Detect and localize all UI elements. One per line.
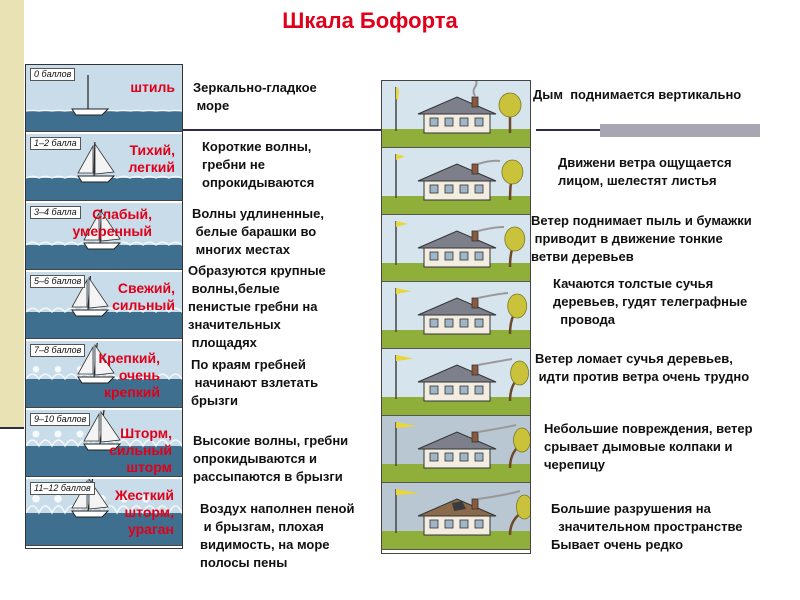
sea-description-line: полосы пены <box>200 555 288 570</box>
tree-crown <box>505 227 525 251</box>
sea-description-line: рассыпаются в брызги <box>193 469 343 484</box>
sea-description <box>191 356 318 410</box>
boat-hull <box>84 243 120 249</box>
tree-crown <box>516 495 530 519</box>
sea-description-line: Зеркально-гладкое <box>193 80 317 95</box>
land-description <box>533 86 741 104</box>
land-description-line: деревьев, гудят телеграфные <box>553 294 748 309</box>
house-window <box>445 453 453 461</box>
sea-description-line: волны,белые <box>188 281 280 296</box>
house-window <box>475 185 483 193</box>
house-window <box>430 185 438 193</box>
spray <box>55 431 62 438</box>
house-window <box>445 118 453 126</box>
land-description-line: Небольшие повреждения, ветер <box>544 421 753 436</box>
sea-water <box>26 111 182 132</box>
sea-description <box>188 262 326 352</box>
chimney <box>472 365 478 375</box>
land-panel <box>382 282 530 349</box>
wind-name <box>130 79 175 96</box>
land-description-line: Дым поднимается вертикально <box>533 87 742 102</box>
sea-description-line: опрокидываются <box>202 175 315 190</box>
sea-description-line: пенистые гребни на <box>188 299 318 314</box>
ball-label: 1–2 балла <box>30 137 81 150</box>
sea-water <box>26 312 182 339</box>
sea-description-line: море <box>193 98 230 113</box>
land-description-line: Качаются толстые сучья <box>553 276 714 291</box>
land-description <box>531 212 752 266</box>
boat-hull <box>72 310 108 316</box>
land-description-line: значительном пространстве <box>551 519 743 534</box>
tree-crown <box>511 361 529 385</box>
land-description-line: Ветер поднимает пыль и бумажки <box>531 213 752 228</box>
wind-name-line: штиль <box>130 79 175 95</box>
wind-name-line: Крепкий, <box>98 350 160 366</box>
chimney <box>472 432 478 442</box>
land-panel <box>382 148 530 215</box>
house-window <box>475 453 483 461</box>
wind-name-line: Слабый, <box>92 206 152 222</box>
wind-name <box>115 487 174 538</box>
land-description-line: Движени ветра ощущается <box>558 155 732 170</box>
wind-name <box>72 206 152 240</box>
spray <box>32 495 40 503</box>
house-window <box>460 386 468 394</box>
land-description-line: Ветер ломает сучья деревьев, <box>535 351 733 366</box>
house-window <box>475 319 483 327</box>
sea-description-line: Воздух наполнен пеной <box>200 501 355 516</box>
house-window <box>445 319 453 327</box>
chimney <box>472 97 478 107</box>
house-window <box>460 520 468 528</box>
wind-name <box>109 425 172 476</box>
land-description <box>558 154 732 190</box>
house-window <box>445 386 453 394</box>
house-window <box>475 118 483 126</box>
ball-label: 5–6 баллов <box>30 275 85 288</box>
wind-name <box>112 280 175 314</box>
house-window <box>475 252 483 260</box>
house-window <box>460 319 468 327</box>
house-window <box>445 520 453 528</box>
sea-description-line: Образуются крупные <box>188 263 326 278</box>
wind-name-line: шторм, <box>124 504 174 520</box>
ball-label: 0 баллов <box>30 68 75 81</box>
land-description-line: Большие разрушения на <box>551 501 711 516</box>
spray <box>33 431 40 438</box>
decorative-line-left <box>0 427 24 429</box>
ball-label: 11–12 баллов <box>30 482 95 495</box>
wind-name-line: Жесткий <box>114 487 174 503</box>
wind-name-line: легкий <box>128 159 175 175</box>
house-window <box>430 319 438 327</box>
sea-description-line: По краям гребней <box>191 357 306 372</box>
spray <box>54 495 62 503</box>
land-description <box>544 420 753 474</box>
sea-description-line: Высокие волны, гребни <box>193 433 349 448</box>
chimney <box>472 499 478 509</box>
wind-name-line: Шторм, <box>120 425 172 441</box>
sea-panel <box>26 65 182 132</box>
sea-description-line: опрокидываются и <box>193 451 317 466</box>
land-description-line: провода <box>553 312 616 327</box>
wind-name-line: Свежий, <box>117 280 175 296</box>
sea-description-line: Короткие волны, <box>202 139 312 154</box>
sea-description <box>193 432 348 486</box>
house-window <box>460 252 468 260</box>
land-description-line: приводит в движение тонкие <box>531 231 723 246</box>
house-window <box>430 118 438 126</box>
house-window <box>475 520 483 528</box>
sea-description <box>202 138 314 192</box>
sea-description-line: белые барашки во <box>192 224 317 239</box>
spray <box>55 366 61 372</box>
land-description <box>535 350 749 386</box>
tree-crown <box>502 160 523 184</box>
spray <box>77 431 84 438</box>
land-description <box>551 500 743 554</box>
wind-name-line: умеренный <box>72 223 152 239</box>
house-window <box>460 118 468 126</box>
house-window <box>460 453 468 461</box>
land-description-line: Бывает очень редко <box>551 537 684 552</box>
house-window <box>430 453 438 461</box>
land-panel <box>382 215 530 282</box>
decorative-gray-band <box>600 124 760 137</box>
land-panel <box>382 483 530 550</box>
boat-hull <box>72 109 108 115</box>
house-window <box>445 185 453 193</box>
sea-description <box>192 205 324 259</box>
sea-description-line: гребни не <box>202 157 265 172</box>
land-description <box>553 275 747 329</box>
wind-name <box>99 350 160 401</box>
house-window <box>430 520 438 528</box>
wind-name-line: сильный <box>109 442 172 458</box>
land-description-line: идти против ветра очень трудно <box>535 369 750 384</box>
boat-hull <box>78 176 114 182</box>
sea-description <box>193 79 317 115</box>
house-window <box>430 252 438 260</box>
sea-description-line: значительных <box>188 317 281 332</box>
land-panel <box>382 349 530 416</box>
tree-crown <box>508 294 527 318</box>
land-description-line: срывает дымовые колпаки и <box>544 439 733 454</box>
ball-label: 9–10 баллов <box>30 413 90 426</box>
wind-name-line: крепкий <box>103 384 160 400</box>
decorative-side-bar <box>0 0 24 428</box>
land-panel <box>382 81 530 148</box>
sea-description-line: и брызгам, плохая <box>200 519 324 534</box>
wind-name-line: очень <box>118 367 160 383</box>
sea-description-line: многих местах <box>192 242 291 257</box>
land-panel <box>382 416 530 483</box>
land-description-line: черепицу <box>544 457 606 472</box>
tree-crown <box>514 428 531 452</box>
land-description-line: лицом, шелестят листья <box>558 173 717 188</box>
wind-name-line: сильный <box>112 297 175 313</box>
tree-crown <box>499 93 521 117</box>
sea-description-line: площадях <box>188 335 257 350</box>
house-window <box>430 386 438 394</box>
wind-name-line: шторм <box>126 459 172 475</box>
land-illustration-column <box>381 80 531 554</box>
house-window <box>445 252 453 260</box>
wind-name-line: ураган <box>127 521 174 537</box>
sea-description <box>200 500 354 572</box>
decorative-line-mid <box>181 129 381 131</box>
chimney <box>472 231 478 241</box>
ball-label: 3–4 балла <box>30 206 81 219</box>
wind-name <box>128 142 175 176</box>
house-window <box>475 386 483 394</box>
page-title: Шкала Бофорта <box>282 8 458 33</box>
sea-description-line: Волны удлиненные, <box>192 206 324 221</box>
sea-description-line: брызги <box>191 393 238 408</box>
house-window <box>460 185 468 193</box>
sea-description-line: видимость, на море <box>200 537 330 552</box>
chimney <box>472 164 478 174</box>
wind-name-line: Тихий, <box>129 142 175 158</box>
land-description-line: ветви деревьев <box>531 249 634 264</box>
boat-hull <box>72 511 108 517</box>
ball-label: 7–8 баллов <box>30 344 85 357</box>
sea-description-line: начинают взлетать <box>191 375 319 390</box>
spray <box>33 366 39 372</box>
chimney <box>472 298 478 308</box>
